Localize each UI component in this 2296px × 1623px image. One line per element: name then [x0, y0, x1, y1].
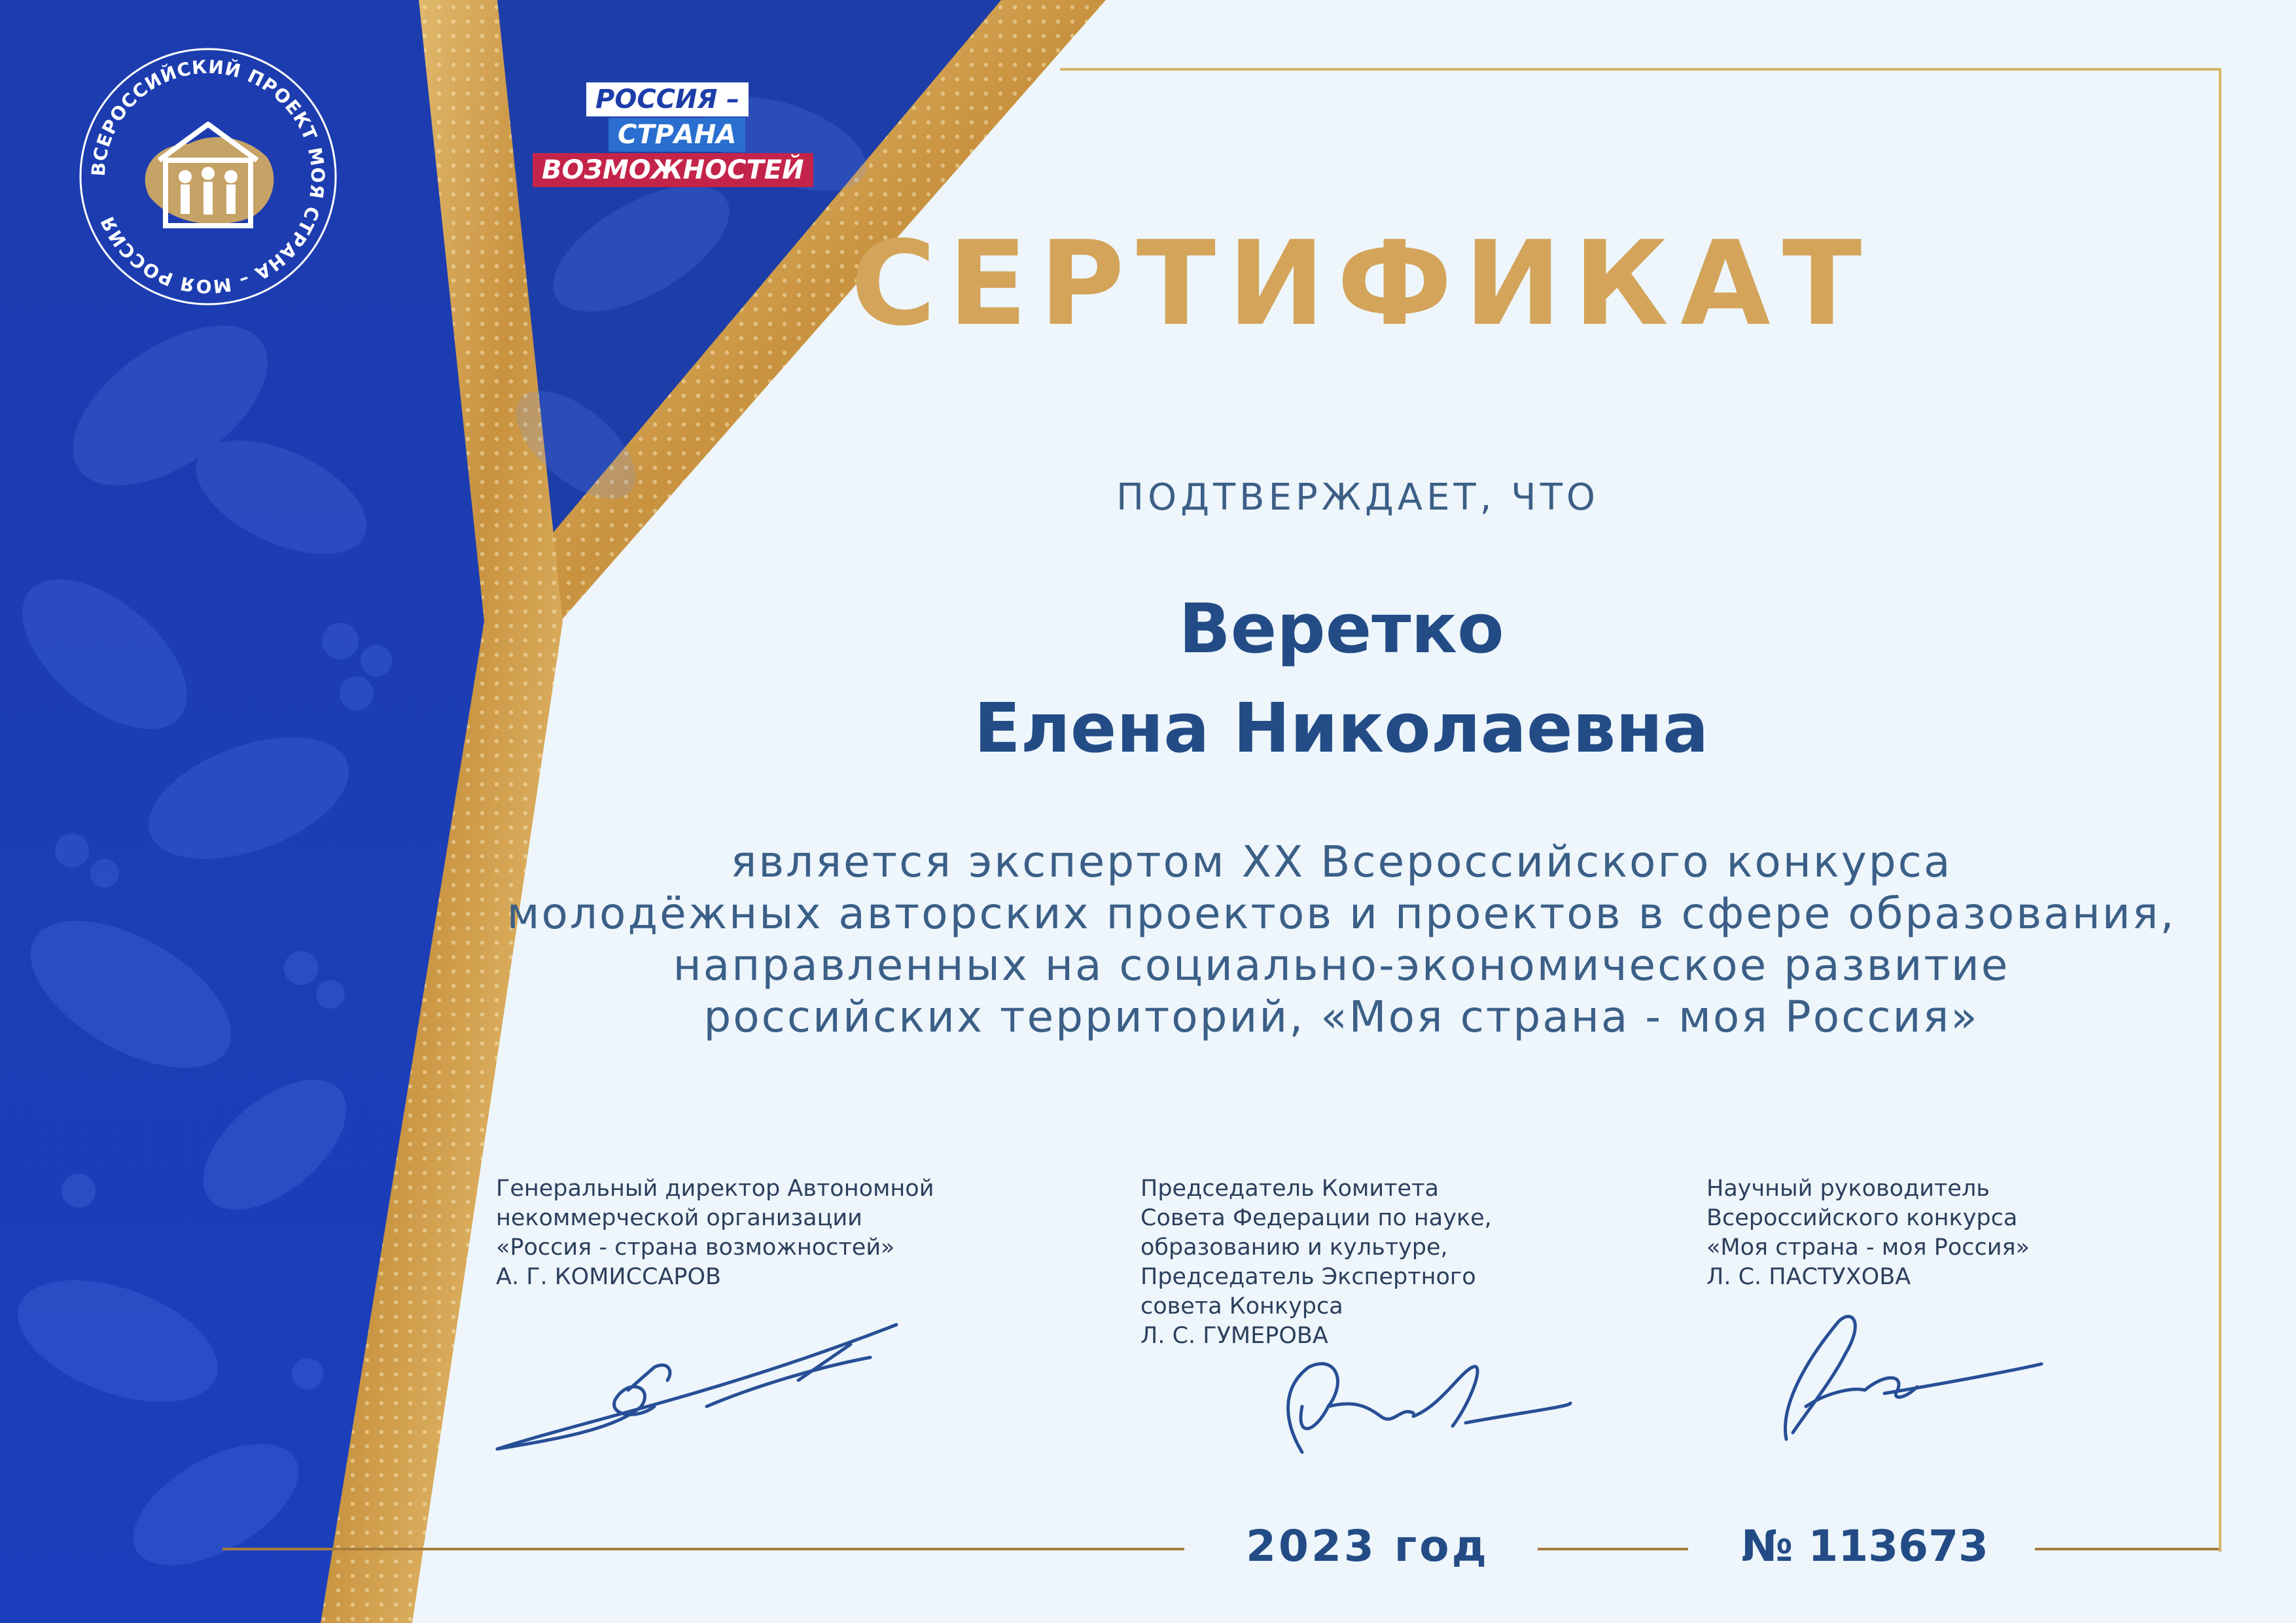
signatory-line: Л. С. ПАСТУХОВА: [1706, 1264, 1911, 1290]
description-line: российских территорий, «Моя страна - моя Россия»: [703, 992, 1979, 1042]
signatory-line: «Россия - страна возможностей»: [496, 1234, 895, 1261]
recipient-given-names: Елена Николаевна: [974, 688, 1709, 768]
signature-gumerova: [1288, 1364, 1570, 1452]
signatory-line: Научный руководитель: [1706, 1176, 1990, 1202]
signatory-line: Всероссийского конкурса: [1706, 1205, 2018, 1231]
signatory-line: Председатель Экспертного: [1140, 1264, 1476, 1290]
signatory-line: Л. С. ГУМЕРОВА: [1140, 1323, 1328, 1349]
signatory-line: некоммерческой организации: [496, 1205, 862, 1231]
signatory-line: А. Г. КОМИССАРОВ: [496, 1264, 722, 1290]
signatory-pastukhova: [1706, 1174, 2030, 1292]
certificate-year: 2023 год: [1246, 1521, 1489, 1571]
rsv-line-2: СТРАНА: [609, 118, 745, 152]
logo-ring-text: ВСЕРОССИЙСКИЙ ПРОЕКТ МОЯ СТРАНА – МОЯ РОССИЯ: [87, 56, 329, 298]
recipient-surname: Веретко: [1178, 589, 1504, 669]
rsv-logo: [523, 82, 811, 194]
signatory-line: Председатель Комитета: [1140, 1176, 1439, 1202]
rsv-line-3: ВОЗМОЖНОСТЕЙ: [533, 153, 813, 187]
frame-right-line: [2219, 68, 2221, 1552]
certificate-title: СЕРТИФИКАТ: [851, 216, 1874, 351]
signatory-line: совета Конкурса: [1140, 1293, 1343, 1319]
rsv-line-1: РОССИЯ –: [586, 82, 749, 116]
signature-pastukhova: [1785, 1316, 2041, 1439]
description-line: является экспертом XX Всероссийского конкурса: [730, 837, 1952, 887]
description-line: молодёжных авторских проектов и проектов в сфере образования,: [506, 888, 2176, 939]
certificate-number: № 113673: [1741, 1521, 1988, 1571]
signatory-line: Генеральный директор Автономной: [496, 1176, 934, 1202]
certificate-description: [458, 836, 2225, 1043]
signatory-line: «Моя страна - моя Россия»: [1706, 1234, 2030, 1261]
signatory-line: Совета Федерации по науке,: [1140, 1205, 1492, 1231]
signature-komissarov: [497, 1325, 896, 1449]
signatory-line: образованию и культуре,: [1140, 1234, 1448, 1261]
project-logo: [77, 46, 339, 307]
description-line: направленных на социально-экономическое развитие: [673, 940, 2010, 990]
confirms-text: ПОДТВЕРЖДАЕТ, ЧТО: [1116, 476, 1599, 519]
signatory-gumerova: [1140, 1174, 1492, 1351]
frame-top-line: [1060, 68, 2221, 71]
signatory-komissarov: [496, 1174, 934, 1292]
